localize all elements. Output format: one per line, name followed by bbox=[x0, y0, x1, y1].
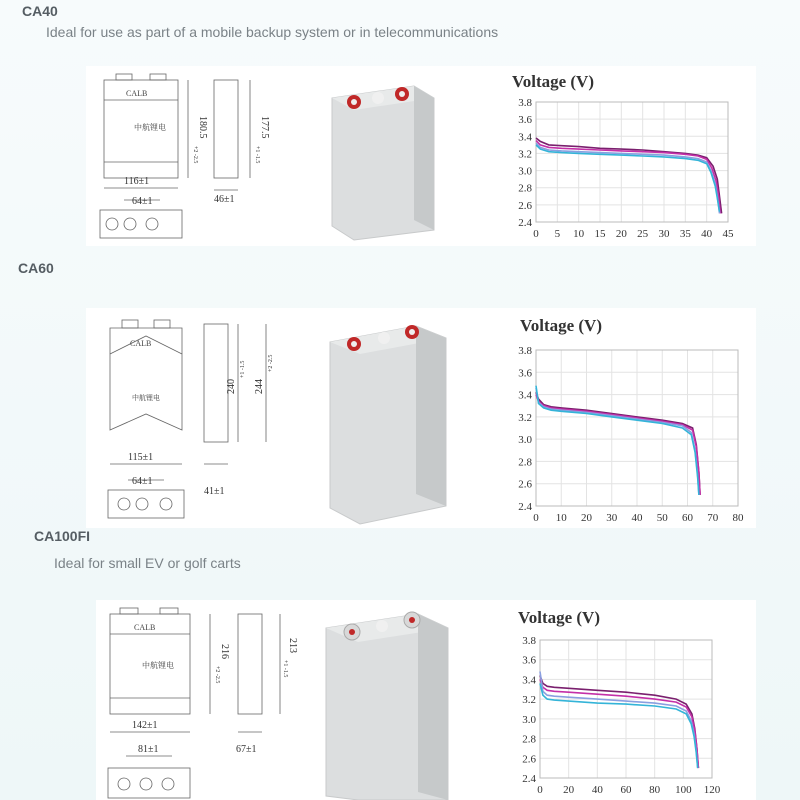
x-tick-label: 0 bbox=[533, 512, 539, 524]
y-tick-label: 3.8 bbox=[522, 635, 536, 647]
drawing-brand: CALB bbox=[126, 89, 148, 98]
body-dimension: 213 bbox=[287, 638, 298, 653]
product-panel-ca100fi bbox=[96, 600, 756, 800]
series-line bbox=[536, 392, 700, 495]
y-tick-label: 2.8 bbox=[518, 182, 532, 195]
x-tick-label: 20 bbox=[563, 784, 575, 796]
voltage-chart-ca60 bbox=[506, 344, 746, 528]
y-tick-label: 3.8 bbox=[518, 345, 532, 357]
section-title-ca60: CA60 bbox=[18, 260, 54, 276]
section-title-ca40: CA40 bbox=[22, 3, 58, 19]
voltage-chart-ca100fi bbox=[510, 634, 720, 800]
width-dimension: 116±1 bbox=[124, 176, 150, 187]
battery-image-ca60 bbox=[326, 318, 456, 528]
y-tick-label: 2.4 bbox=[522, 773, 536, 785]
section-description-ca100fi: Ideal for small EV or golf carts bbox=[54, 555, 241, 571]
drawing-logo-text: 中航锂电 bbox=[142, 661, 174, 670]
body-tolerance: +1 -1.5 bbox=[240, 360, 246, 378]
terminal-dimension: 64±1 bbox=[132, 196, 153, 207]
y-tick-label: 3.2 bbox=[522, 694, 536, 707]
voltage-chart-ca40 bbox=[506, 96, 736, 244]
series-line bbox=[536, 138, 722, 213]
y-tick-label: 3.2 bbox=[518, 411, 532, 424]
thickness-dimension: 41±1 bbox=[204, 486, 225, 497]
y-tick-label: 3.2 bbox=[518, 148, 532, 161]
x-tick-label: 30 bbox=[658, 228, 670, 240]
x-tick-label: 15 bbox=[594, 228, 606, 240]
drawing-logo-text: 中航锂电 bbox=[134, 123, 166, 132]
x-tick-label: 45 bbox=[722, 228, 734, 240]
section-description-ca40: Ideal for use as part of a mobile backup system or in telecommunications bbox=[46, 24, 499, 40]
series-line bbox=[540, 676, 698, 769]
product-panel-ca40 bbox=[86, 66, 756, 246]
x-tick-label: 60 bbox=[620, 784, 632, 796]
dimension-drawing-ca60 bbox=[106, 314, 286, 524]
series-line bbox=[540, 672, 698, 769]
drawing-brand: CALB bbox=[130, 339, 152, 348]
thickness-dimension: 67±1 bbox=[236, 744, 257, 755]
height-tolerance: +2 -2.5 bbox=[268, 354, 274, 372]
x-tick-label: 120 bbox=[703, 784, 721, 796]
dimension-drawing-ca100fi bbox=[102, 604, 298, 800]
section-title-ca100fi: CA100FI bbox=[34, 528, 91, 544]
x-tick-label: 0 bbox=[537, 784, 543, 796]
x-tick-label: 5 bbox=[554, 228, 561, 240]
y-tick-label: 2.6 bbox=[522, 753, 536, 766]
plot-area bbox=[536, 102, 728, 222]
body-dimension: 177.5 bbox=[259, 116, 270, 139]
width-dimension: 115±1 bbox=[128, 452, 154, 463]
chart-title: Voltage (V) bbox=[512, 72, 594, 91]
chart-title: Voltage (V) bbox=[520, 316, 602, 335]
battery-image-ca40 bbox=[318, 80, 448, 240]
x-tick-label: 0 bbox=[533, 228, 539, 240]
y-tick-label: 3.0 bbox=[518, 165, 532, 178]
product-panel-ca60 bbox=[86, 308, 756, 528]
x-tick-label: 10 bbox=[573, 228, 585, 240]
y-tick-label: 3.0 bbox=[522, 713, 536, 726]
x-tick-label: 20 bbox=[615, 228, 627, 240]
y-tick-label: 3.6 bbox=[522, 654, 536, 667]
height-tolerance: +2 -2.5 bbox=[214, 666, 220, 684]
terminal-dimension: 64±1 bbox=[132, 476, 153, 487]
drawing-brand: CALB bbox=[134, 623, 156, 632]
y-tick-label: 2.4 bbox=[518, 217, 532, 229]
series-line bbox=[540, 679, 698, 768]
y-tick-label: 2.8 bbox=[518, 456, 532, 469]
x-tick-label: 50 bbox=[656, 512, 668, 524]
chart-title: Voltage (V) bbox=[518, 608, 600, 627]
battery-image-ca100fi bbox=[318, 606, 458, 800]
x-tick-label: 40 bbox=[591, 784, 603, 796]
body-tolerance: +1 -1.5 bbox=[254, 146, 260, 164]
height-dimension: 180.5 bbox=[197, 116, 208, 139]
height-dimension: 216 bbox=[219, 644, 230, 659]
series-line bbox=[536, 388, 699, 495]
x-tick-label: 40 bbox=[701, 228, 713, 240]
x-tick-label: 100 bbox=[675, 784, 692, 796]
x-tick-label: 35 bbox=[679, 228, 691, 240]
x-tick-label: 80 bbox=[649, 784, 661, 796]
x-tick-label: 10 bbox=[555, 512, 567, 524]
x-tick-label: 80 bbox=[732, 512, 744, 524]
x-tick-label: 30 bbox=[606, 512, 618, 524]
width-dimension: 142±1 bbox=[132, 720, 158, 731]
y-tick-label: 2.6 bbox=[518, 478, 532, 491]
series-line bbox=[536, 386, 699, 495]
y-tick-label: 3.4 bbox=[518, 131, 532, 144]
y-tick-label: 3.0 bbox=[518, 434, 532, 447]
terminal-dimension: 81±1 bbox=[138, 744, 159, 755]
height-tolerance: +2 -2.5 bbox=[192, 146, 198, 164]
body-tolerance: +1 -1.5 bbox=[282, 660, 288, 678]
y-tick-label: 3.6 bbox=[518, 367, 532, 380]
x-tick-label: 70 bbox=[707, 512, 719, 524]
y-tick-label: 2.8 bbox=[522, 733, 536, 746]
thickness-dimension: 46±1 bbox=[214, 194, 235, 205]
y-tick-label: 3.6 bbox=[518, 114, 532, 127]
x-tick-label: 25 bbox=[637, 228, 649, 240]
y-tick-label: 2.4 bbox=[518, 501, 532, 513]
body-dimension: 240 bbox=[226, 379, 237, 394]
x-tick-label: 20 bbox=[581, 512, 592, 524]
x-tick-label: 60 bbox=[682, 512, 693, 524]
x-tick-label: 40 bbox=[631, 512, 643, 524]
drawing-logo-text: 中航锂电 bbox=[132, 394, 160, 402]
y-tick-label: 2.6 bbox=[518, 199, 532, 212]
height-dimension: 244 bbox=[254, 379, 265, 394]
y-tick-label: 3.8 bbox=[518, 97, 532, 109]
dimension-drawing-ca40 bbox=[90, 70, 272, 242]
y-tick-label: 3.4 bbox=[522, 674, 536, 687]
y-tick-label: 3.4 bbox=[518, 389, 532, 402]
